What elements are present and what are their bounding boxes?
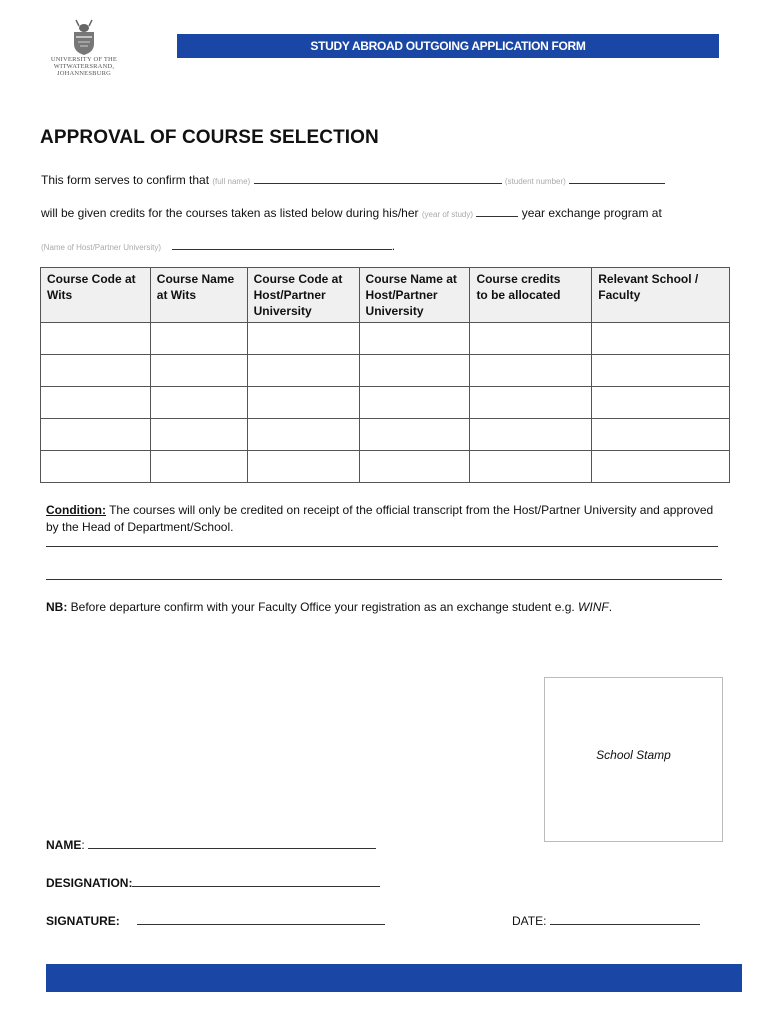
header-text: Course Name	[156, 272, 235, 286]
table-cell[interactable]	[41, 355, 151, 387]
comment-line-2[interactable]	[46, 578, 722, 580]
designation-field[interactable]	[132, 876, 380, 887]
table-cell[interactable]	[592, 451, 730, 483]
crest-icon	[67, 18, 101, 56]
name-field[interactable]	[88, 838, 376, 849]
nb-example: WINF	[578, 600, 609, 614]
header-text: at Wits	[156, 288, 197, 302]
table-cell[interactable]	[470, 323, 592, 355]
col-header-course-credits	[470, 268, 592, 323]
host-university-hint: (Name of Host/Partner University)	[41, 243, 162, 252]
table-cell[interactable]	[41, 451, 151, 483]
name-row	[46, 838, 376, 852]
date-field[interactable]	[550, 914, 700, 925]
form-banner: STUDY ABROAD OUTGOING APPLICATION FORM	[177, 34, 719, 58]
table-cell[interactable]	[470, 451, 592, 483]
credits-text-end: year exchange program at	[521, 206, 662, 220]
footer-bar	[46, 964, 742, 992]
confirm-text: This form serves to confirm that	[41, 173, 210, 187]
table-cell[interactable]	[359, 451, 470, 483]
header-text: to be allocated	[476, 288, 561, 302]
nb-label: NB:	[46, 600, 68, 614]
date-label: DATE:	[512, 914, 547, 928]
table-cell[interactable]	[150, 355, 247, 387]
table-row	[41, 323, 730, 355]
logo-text-1: UNIVERSITY OF THE	[50, 56, 118, 63]
school-stamp-label: School Stamp	[596, 748, 671, 762]
table-cell[interactable]	[247, 323, 359, 355]
table-cell[interactable]	[247, 419, 359, 451]
header-text: Host/Partner	[365, 288, 438, 302]
table-cell[interactable]	[592, 355, 730, 387]
header-text: Course Code at	[47, 272, 136, 286]
student-number-hint: (student number)	[504, 177, 566, 186]
nb-end: .	[608, 600, 613, 614]
name-label: NAME	[46, 838, 82, 852]
condition-note	[46, 502, 726, 536]
student-number-field[interactable]	[569, 173, 665, 184]
table-cell[interactable]	[592, 323, 730, 355]
col-header-course-name-host	[359, 268, 470, 323]
header-text: University	[365, 304, 424, 318]
confirm-line	[41, 173, 665, 187]
designation-row	[46, 876, 380, 890]
table-cell[interactable]	[41, 387, 151, 419]
table-cell[interactable]	[470, 419, 592, 451]
table-cell[interactable]	[247, 451, 359, 483]
table-cell[interactable]	[150, 387, 247, 419]
signature-row	[46, 914, 385, 928]
credits-line	[41, 206, 662, 220]
table-cell[interactable]	[470, 355, 592, 387]
table-cell[interactable]	[41, 419, 151, 451]
header-text: Wits	[47, 288, 73, 302]
table-header-row	[41, 268, 730, 323]
table-cell[interactable]	[41, 323, 151, 355]
host-university-field[interactable]	[172, 239, 392, 250]
col-header-course-code-wits	[41, 268, 151, 323]
table-row	[41, 451, 730, 483]
year-of-study-hint: (year of study)	[421, 210, 474, 219]
table-cell[interactable]	[359, 323, 470, 355]
table-cell[interactable]	[359, 419, 470, 451]
header-text: Relevant School /	[598, 272, 699, 286]
table-cell[interactable]	[150, 451, 247, 483]
year-of-study-field[interactable]	[476, 206, 518, 217]
nb-text: Before departure confirm with your Faculty Office your registration as an exchange student e.g.	[67, 600, 579, 614]
full-name-field[interactable]	[254, 173, 502, 184]
condition-label: Condition:	[46, 503, 106, 517]
col-header-relevant-school	[592, 268, 730, 323]
header-text: Course credits	[476, 272, 561, 286]
host-line	[41, 239, 395, 253]
table-row	[41, 419, 730, 451]
table-cell[interactable]	[359, 387, 470, 419]
table-cell[interactable]	[359, 355, 470, 387]
university-logo	[40, 18, 128, 94]
logo-text-2: WITWATERSRAND,	[53, 63, 115, 70]
nb-note	[46, 600, 612, 614]
designation-label: DESIGNATION:	[46, 876, 133, 890]
full-name-hint: (full name)	[212, 177, 251, 186]
host-line-end: .	[391, 239, 396, 253]
name-colon: :	[81, 838, 85, 852]
condition-text: The courses will only be credited on receipt of the official transcript from the Host/Partner University and approved by the Head of Department/School.	[46, 503, 714, 534]
table-row	[41, 387, 730, 419]
signature-label: SIGNATURE:	[46, 914, 120, 928]
table-cell[interactable]	[150, 419, 247, 451]
header-text: Course Name at	[365, 272, 457, 286]
header-text: Host/Partner	[253, 288, 326, 302]
table-cell[interactable]	[592, 419, 730, 451]
table-cell[interactable]	[247, 355, 359, 387]
comment-line-1[interactable]	[46, 545, 718, 547]
logo-text-3: JOHANNESBURG	[56, 70, 112, 77]
col-header-course-code-host	[247, 268, 359, 323]
table-cell[interactable]	[592, 387, 730, 419]
page-title: APPROVAL OF COURSE SELECTION	[40, 127, 379, 148]
course-table	[40, 267, 730, 483]
credits-text: will be given credits for the courses taken as listed below during his/her	[41, 206, 419, 220]
header-text: Faculty	[598, 288, 641, 302]
table-row	[41, 355, 730, 387]
table-cell[interactable]	[247, 387, 359, 419]
header-text: Course Code at	[253, 272, 343, 286]
date-row	[512, 914, 700, 928]
signature-field[interactable]	[137, 914, 385, 925]
school-stamp-box[interactable]	[544, 677, 723, 842]
col-header-course-name-wits	[150, 268, 247, 323]
table-cell[interactable]	[470, 387, 592, 419]
table-cell[interactable]	[150, 323, 247, 355]
header-text: University	[253, 304, 312, 318]
